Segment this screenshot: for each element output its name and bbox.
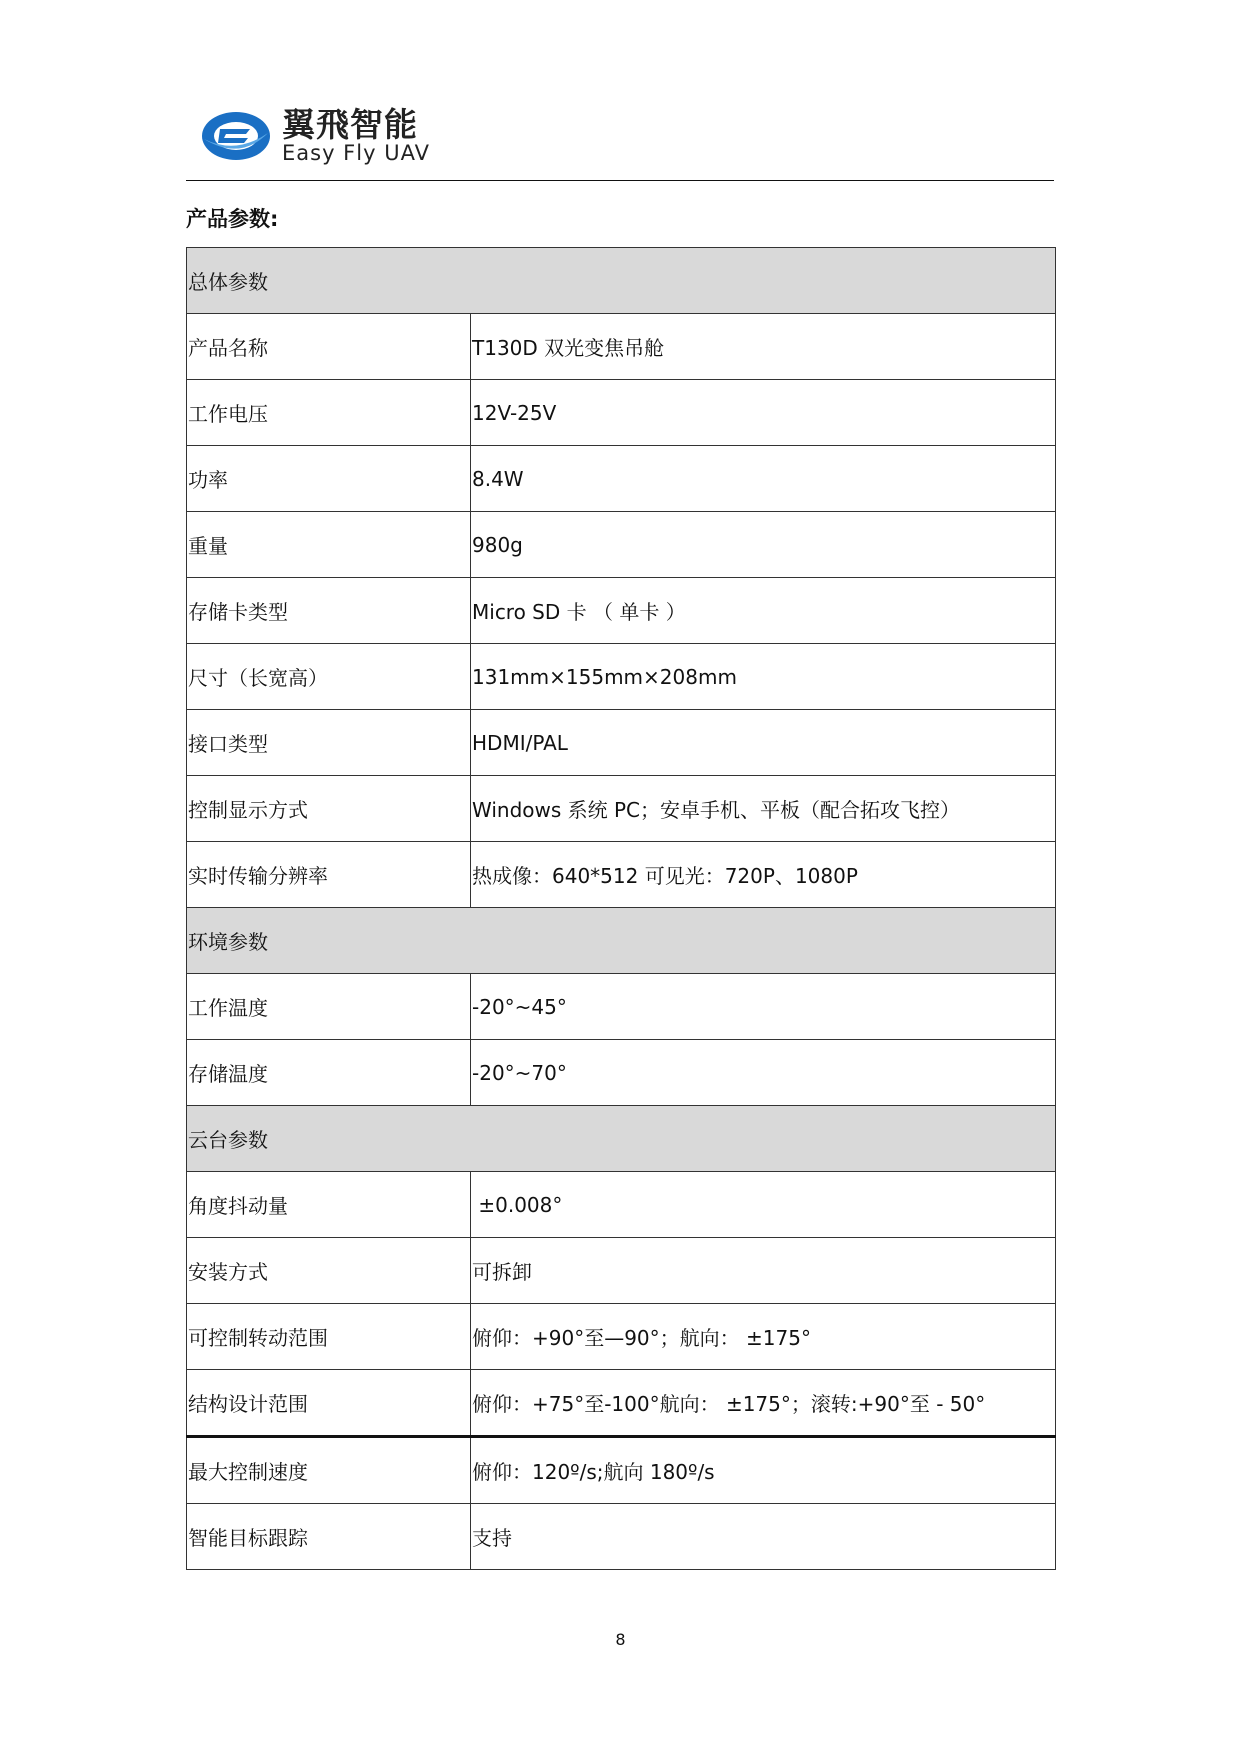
spec-table (186, 247, 1056, 1570)
spec-label: 控制显示方式 (187, 776, 471, 842)
spec-label: 可控制转动范围 (187, 1304, 471, 1370)
table-row (187, 842, 1056, 908)
spec-value: 可拆卸 (471, 1238, 1056, 1304)
group-row-gimbal (187, 1106, 1056, 1172)
spec-label: 存储卡类型 (187, 578, 471, 644)
spec-value: 俯仰：+90°至—90°；航向： ±175° (471, 1304, 1056, 1370)
spec-label: 智能目标跟踪 (187, 1504, 471, 1570)
table-row (187, 974, 1056, 1040)
spec-value: 8.4W (471, 446, 1056, 512)
spec-label: 功率 (187, 446, 471, 512)
spec-label: 产品名称 (187, 314, 471, 380)
spec-value: ±0.008° (471, 1172, 1056, 1238)
table-row (187, 1504, 1056, 1570)
spec-value: 980g (471, 512, 1056, 578)
table-row (187, 446, 1056, 512)
table-row (187, 380, 1056, 446)
table-row (187, 578, 1056, 644)
table-row (187, 314, 1056, 380)
table-row (187, 1370, 1056, 1437)
spec-label: 角度抖动量 (187, 1172, 471, 1238)
spec-label: 结构设计范围 (187, 1370, 471, 1437)
group-heading: 环境参数 (187, 908, 1056, 974)
spec-value: 热成像：640*512 可见光：720P、1080P (471, 842, 1056, 908)
document-header (200, 105, 430, 165)
group-heading: 云台参数 (187, 1106, 1056, 1172)
spec-value: 俯仰：+75°至-100°航向： ±175°；滚转:+90°至 - 50° (471, 1370, 1056, 1437)
spec-label: 重量 (187, 512, 471, 578)
brand-name-chinese: 翼飛智能 (282, 105, 418, 144)
group-heading: 总体参数 (187, 248, 1056, 314)
table-row (187, 1304, 1056, 1370)
spec-value: 支持 (471, 1504, 1056, 1570)
table-row (187, 512, 1056, 578)
group-row-general (187, 248, 1056, 314)
spec-value: 131mm×155mm×208mm (471, 644, 1056, 710)
table-row (187, 776, 1056, 842)
table-row (187, 644, 1056, 710)
spec-value: T130D 双光变焦吊舱 (471, 314, 1056, 380)
group-row-environment (187, 908, 1056, 974)
page-number: 8 (615, 1630, 626, 1649)
spec-label: 存储温度 (187, 1040, 471, 1106)
spec-label: 安装方式 (187, 1238, 471, 1304)
table-row (187, 710, 1056, 776)
spec-value: Micro SD 卡 （ 单卡 ） (471, 578, 1056, 644)
spec-label: 尺寸（长宽高） (187, 644, 471, 710)
table-row (187, 1437, 1056, 1504)
brand-name (282, 105, 430, 165)
easy-fly-logo-icon (200, 109, 272, 163)
spec-label: 最大控制速度 (187, 1437, 471, 1504)
section-title: 产品参数: (186, 207, 279, 231)
table-row (187, 1238, 1056, 1304)
header-divider (186, 180, 1054, 181)
spec-value: Windows 系统 PC；安卓手机、平板（配合拓攻飞控） (471, 776, 1056, 842)
brand-name-english: Easy Fly UAV (282, 141, 430, 165)
spec-value: -20°~45° (471, 974, 1056, 1040)
table-row (187, 1172, 1056, 1238)
spec-value: HDMI/PAL (471, 710, 1056, 776)
spec-value: -20°~70° (471, 1040, 1056, 1106)
spec-value: 俯仰：120º/s;航向 180º/s (471, 1437, 1056, 1504)
spec-label: 工作电压 (187, 380, 471, 446)
spec-label: 实时传输分辨率 (187, 842, 471, 908)
spec-label: 工作温度 (187, 974, 471, 1040)
spec-value: 12V-25V (471, 380, 1056, 446)
spec-label: 接口类型 (187, 710, 471, 776)
table-row (187, 1040, 1056, 1106)
